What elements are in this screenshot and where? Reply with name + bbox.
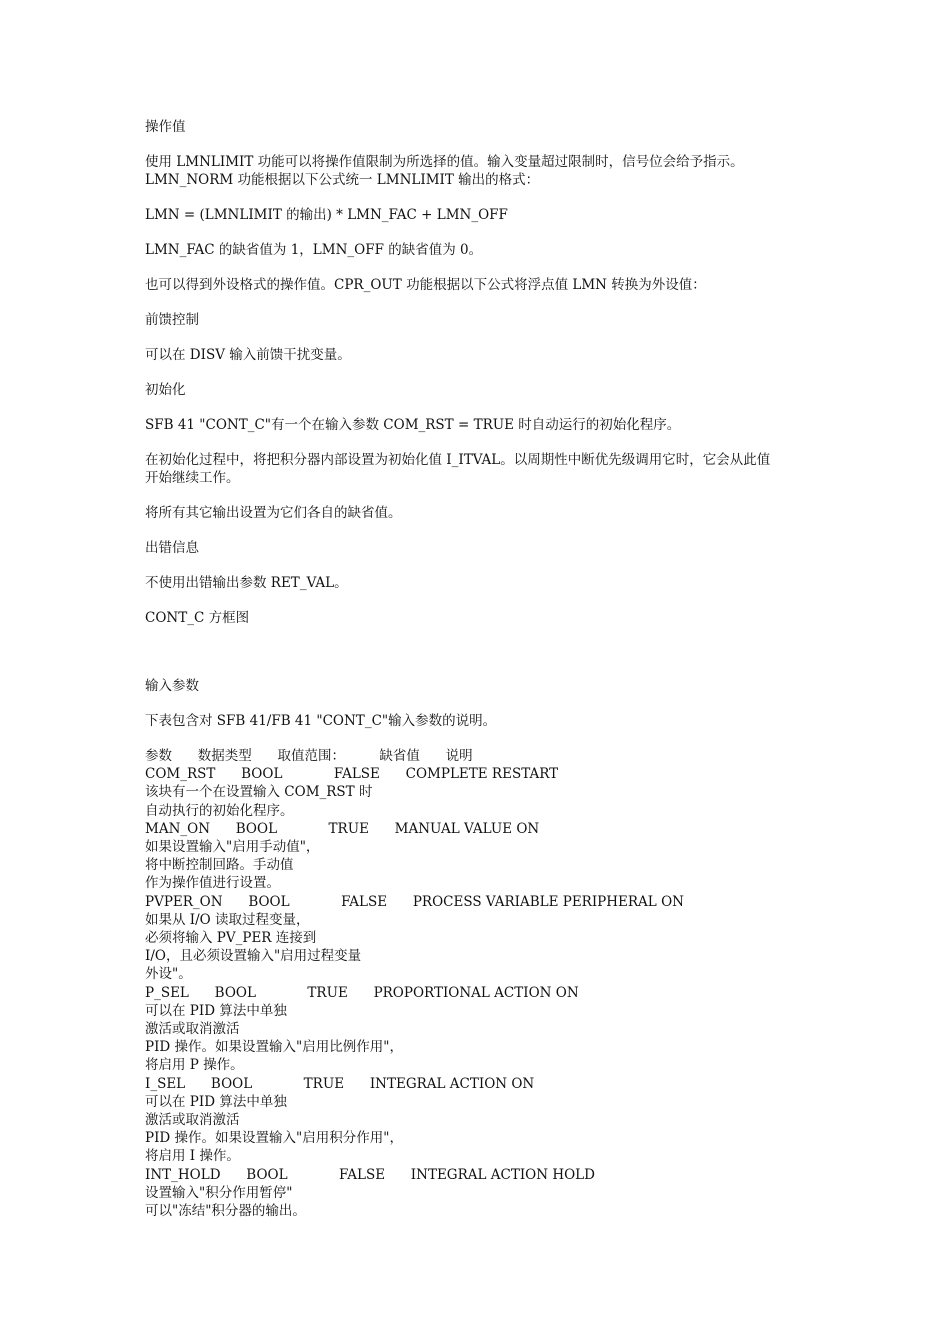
section-heading-error-info: 出错信息 (145, 540, 199, 556)
table-line: 激活或取消激活 (145, 1021, 240, 1038)
paragraph-defaults: LMN_FAC 的缺省值为 1，LMN_OFF 的缺省值为 0。 (145, 242, 483, 258)
table-line: PID 操作。如果设置输入"启用积分作用"， (145, 1130, 403, 1147)
table-line: MAN_ON BOOL TRUE MANUAL VALUE ON (145, 820, 540, 837)
table-line: 必须将输入 PV_PER 连接到 (145, 930, 317, 947)
table-line: 该块有一个在设置输入 COM_RST 时 (145, 784, 373, 801)
paragraph-error: 不使用出错输出参数 RET_VAL。 (145, 575, 348, 591)
table-line: 作为操作值进行设置。 (145, 875, 280, 892)
table-line: 可以"冻结"积分器的输出。 (145, 1203, 306, 1220)
table-line: 外设"。 (145, 966, 192, 983)
paragraph-disv: 可以在 DISV 输入前馈干扰变量。 (145, 347, 351, 363)
paragraph-table-intro: 下表包含对 SFB 41/FB 41 "CONT_C"输入参数的说明。 (145, 713, 497, 729)
paragraph-init-3: 将所有其它输出设置为它们各自的缺省值。 (145, 505, 402, 521)
section-heading-block-diagram: CONT_C 方框图 (145, 610, 250, 626)
paragraph-init-1: SFB 41 "CONT_C"有一个在输入参数 COM_RST = TRUE 时自动运行的初始化程序。 (145, 417, 681, 433)
table-line: COM_RST BOOL FALSE COMPLETE RESTART (145, 766, 559, 783)
paragraph-init-2a: 在初始化过程中，将把积分器内部设置为初始化值 I_ITVAL。以周期性中断优先级调用它时，它会从此值 (145, 452, 771, 468)
section-heading-operating-value: 操作值 (145, 119, 186, 135)
table-line: 自动执行的初始化程序。 (145, 802, 294, 819)
table-line: 可以在 PID 算法中单独 (145, 1093, 287, 1110)
table-line: 将中断控制回路。手动值 (145, 857, 294, 874)
paragraph-lmnlimit-1: 使用 LMNLIMIT 功能可以将操作值限制为所选择的值。输入变量超过限制时，信号位会给予指示。 (145, 154, 744, 170)
table-line: 可以在 PID 算法中单独 (145, 1002, 287, 1019)
table-line: 如果从 I/O 读取过程变量， (145, 911, 310, 928)
table-header-line: 参数 数据类型 取值范围： 缺省值 说明 (145, 748, 473, 764)
parameter-table-text (145, 747, 835, 1220)
paragraph-lmnlimit-2: LMN_NORM 功能根据以下公式统一 LMNLIMIT 输出的格式： (145, 172, 540, 188)
section-heading-feedforward: 前馈控制 (145, 312, 199, 328)
table-line: 将启用 P 操作。 (145, 1057, 244, 1074)
table-line: 激活或取消激活 (145, 1112, 240, 1129)
section-heading-input-params: 输入参数 (145, 678, 199, 694)
section-heading-initialization: 初始化 (145, 382, 186, 398)
paragraph-cpr-out: 也可以得到外设格式的操作值。CPR_OUT 功能根据以下公式将浮点值 LMN 转换为外设值： (145, 277, 706, 293)
table-line: I_SEL BOOL TRUE INTEGRAL ACTION ON (145, 1075, 535, 1092)
table-line: P_SEL BOOL TRUE PROPORTIONAL ACTION ON (145, 984, 579, 1001)
table-line: 将启用 I 操作。 (145, 1148, 240, 1165)
paragraph-init-2b: 开始继续工作。 (145, 470, 240, 486)
formula-lmn: LMN = (LMNLIMIT 的输出) * LMN_FAC + LMN_OFF (145, 207, 508, 223)
table-line: 如果设置输入"启用手动值"， (145, 839, 320, 856)
document-page (145, 118, 835, 1220)
table-line: PID 操作。如果设置输入"启用比例作用"， (145, 1039, 403, 1056)
table-line: PVPER_ON BOOL FALSE PROCESS VARIABLE PERIPHERAL ON (145, 893, 684, 910)
table-line: 设置输入"积分作用暂停" (145, 1184, 293, 1201)
table-line: INT_HOLD BOOL FALSE INTEGRAL ACTION HOLD (145, 1166, 595, 1183)
table-line: I/O，且必须设置输入"启用过程变量 (145, 948, 362, 965)
